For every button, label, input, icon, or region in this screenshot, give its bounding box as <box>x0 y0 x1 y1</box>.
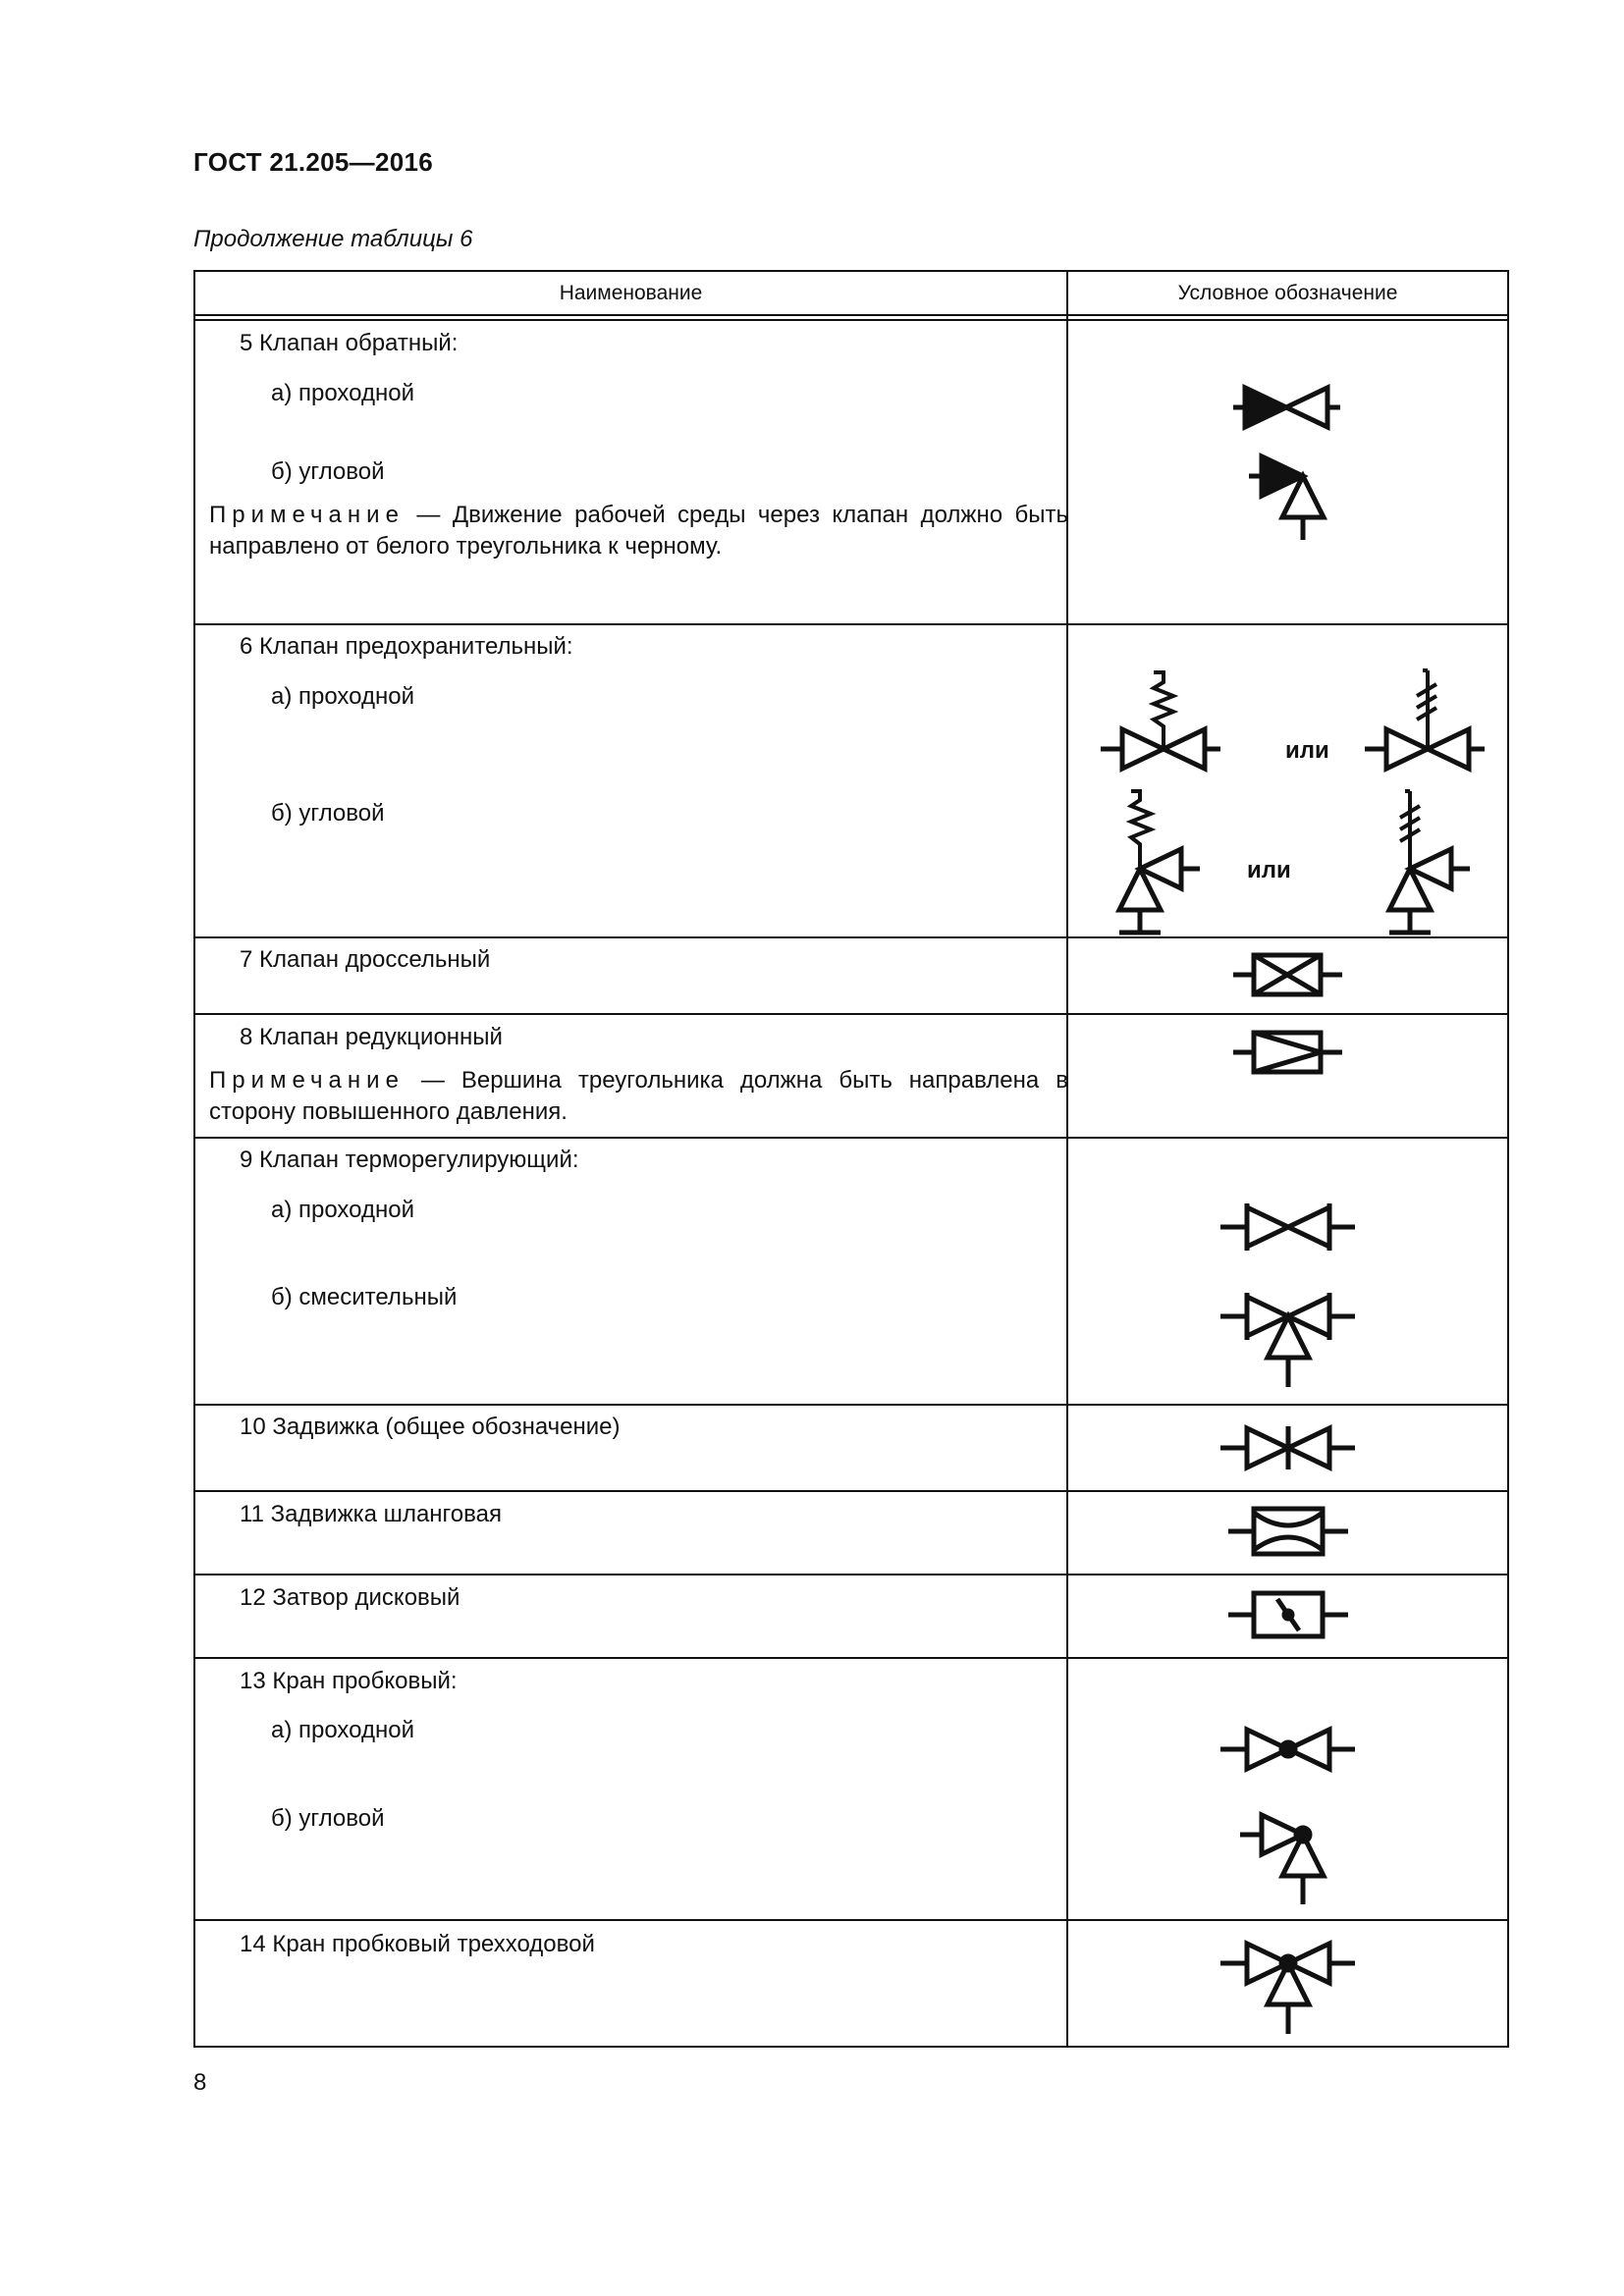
note-label: Примечание <box>209 502 405 528</box>
three-way-plug-valve-icon <box>1220 1944 1355 2034</box>
column-header-name: Наименование <box>559 282 703 304</box>
table-caption: Продолжение таблицы 6 <box>193 226 473 252</box>
row-5-title: 5 Клапан обратный: <box>240 330 459 356</box>
butterfly-valve-icon <box>1228 1593 1348 1636</box>
thermostatic-valve-straight-icon <box>1220 1203 1355 1251</box>
column-header-symbol: Условное обозначение <box>1177 282 1398 304</box>
row-8-title: 8 Клапан редукционный <box>240 1024 503 1050</box>
hose-gate-valve-icon <box>1228 1509 1348 1554</box>
plug-valve-angle-icon <box>1240 1815 1324 1904</box>
note-text: — Движение рабочей среды через клапан должно быть направлено от белого треугольника к черному. <box>209 502 1068 560</box>
note-label: Примечание <box>209 1067 405 1094</box>
row-5-item-b: б) угловой <box>271 458 385 485</box>
row-14-title: 14 Кран пробковый трехходовой <box>240 1931 595 1957</box>
gate-valve-icon <box>1220 1426 1355 1469</box>
throttle-valve-icon <box>1233 955 1342 994</box>
document-header: ГОСТ 21.205—2016 <box>193 147 434 177</box>
row-7-title: 7 Клапан дроссельный <box>240 946 491 973</box>
row-5-item-a: а) проходной <box>271 380 414 406</box>
plug-valve-straight-icon <box>1220 1730 1355 1769</box>
safety-valve-spring-straight-icon <box>1101 672 1220 769</box>
row-9-title: 9 Клапан терморегулирующий: <box>240 1147 579 1173</box>
row-13-title: 13 Кран пробковый: <box>240 1668 458 1694</box>
row-11-title: 11 Задвижка шланговая <box>240 1501 502 1527</box>
row-9-item-a: а) проходной <box>271 1197 414 1223</box>
row-13-item-a: а) проходной <box>271 1717 414 1743</box>
note-text: — Вершина треугольника должна быть направлена в сторону повышенного давления. <box>209 1067 1068 1125</box>
row-9-item-b: б) смесительный <box>271 1284 458 1310</box>
symbols-table <box>193 270 1509 2048</box>
symbols-layer <box>193 270 1509 2048</box>
row-13-item-b: б) угловой <box>271 1805 385 1832</box>
safety-valve-weight-straight-icon <box>1365 670 1485 769</box>
row-6-item-a: а) проходной <box>271 683 414 710</box>
reducing-valve-icon <box>1233 1033 1342 1072</box>
row-6-or-label-1: или <box>1285 737 1329 764</box>
check-valve-straight-icon <box>1233 388 1340 427</box>
row-10-title: 10 Задвижка (общее обозначение) <box>240 1414 621 1440</box>
check-valve-angle-icon <box>1249 456 1324 540</box>
row-12-title: 12 Затвор дисковый <box>240 1584 460 1611</box>
row-6-item-b: б) угловой <box>271 800 385 827</box>
safety-valve-weight-angle-icon <box>1389 791 1470 933</box>
row-6-or-label-2: или <box>1247 857 1291 883</box>
row-6-title: 6 Клапан предохранительный: <box>240 633 573 660</box>
safety-valve-spring-angle-icon <box>1119 791 1200 933</box>
thermostatic-valve-mixing-icon <box>1220 1293 1355 1387</box>
page-number: 8 <box>193 2069 207 2096</box>
